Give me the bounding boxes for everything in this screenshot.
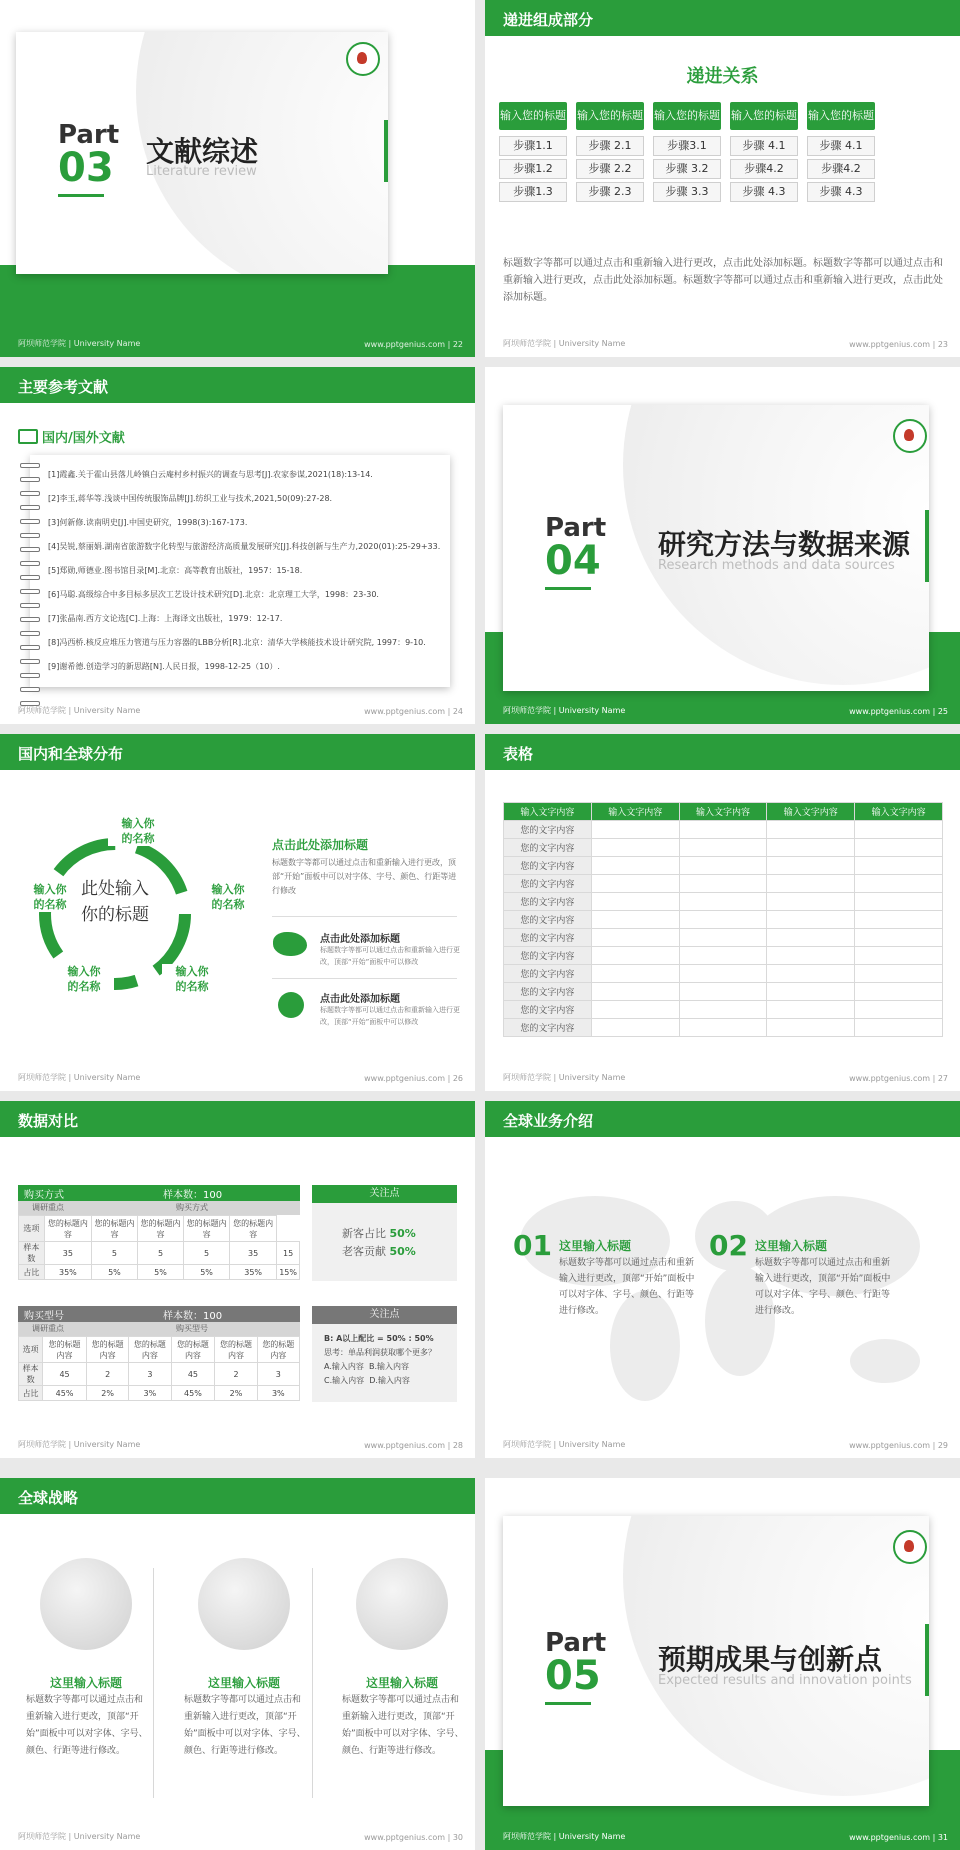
slide-22: Part 03 文献综述 Literature review 阿坝师范学院 | University Name www.pptgenius.com | 22 (0, 0, 475, 357)
step-box: 步骤4.2 (807, 159, 875, 179)
slide-header: 国内和全球分布 (0, 734, 475, 770)
part-number: 03 (58, 145, 114, 191)
footer-university: 阿坝师范学院 | University Name (503, 1073, 626, 1082)
notebook-ring (20, 659, 40, 664)
table-cell: 样本数 (19, 1363, 43, 1386)
table-cell: 3% (129, 1386, 171, 1401)
table-cell (855, 875, 943, 893)
heading: 递进关系 (686, 66, 759, 87)
table-cell (855, 821, 943, 839)
table-cell: 45% (43, 1386, 87, 1401)
table-cell: 2 (215, 1363, 257, 1386)
notebook-ring (20, 603, 40, 608)
notebook-ring (20, 547, 40, 552)
footer-url: www.pptgenius.com (849, 1074, 931, 1083)
step-box: 步骤 3.2 (653, 159, 721, 179)
slide-29: 全球业务介绍 01 这里输入标题 标题数字等都可以通过点击和重新输入进行更改，顶部“开始”面板中可以对字体、字号、颜色、行距等进行修改。 02 这里输入标题 标题数字等都可以通过点击和重新输入进行更改，顶部“开始”面板中可以对字体、字号、颜色、行距等进行修改。 阿坝师范学院 | University Name www.pptgenius.com | 29 (485, 1101, 960, 1458)
slide-30: 全球战略 这里输入标题 标题数字等都可以通过点击和重新输入进行更改，顶部“开始”面板中可以对字体、字号、颜色、行距等进行修改。 这里输入标题 标题数字等都可以通过点击和重新输入进行更改，顶部“开始”面板中可以对字体、字号、颜色、行距等进行修改。 这里输入标题 标题数字等都可以通过点击和重新输入进行更改，顶部“开始”面板中可以对字体、字号、颜色、行距等进行修改。 阿坝师范学院 | University Name www.pptgenius.com | 30 (0, 1478, 475, 1850)
step-column-title: 输入您的标题 (730, 102, 798, 130)
table-cell-label: 您的文字内容 (504, 893, 592, 911)
table-cell: 样本数 (19, 1242, 45, 1265)
cycle-center-line1: 此处输入 (81, 879, 149, 899)
table-cell: 选项 (19, 1337, 43, 1363)
table-cell: 您的标题内容 (129, 1337, 171, 1363)
k1-label1: 新客占比 (342, 1227, 386, 1240)
slide-header: 全球业务介绍 (485, 1101, 960, 1137)
main-text: 标题数字等都可以通过点击和重新输入进行更改，顶部“开始”面板中可以对字体、字号、颜色、行距等进行修改 (272, 858, 457, 895)
footer-url: www.pptgenius.com (364, 707, 446, 716)
reference-item: [8]冯西桥.核反应堆压力管道与压力容器的LBB分析[R].北京：清华大学核能技术设计研究院, 1997：9-10. (48, 638, 426, 647)
slide-28: 数据对比 购买方式 样本数：100 调研重点 购买方式 选项 您的标题内容 您的标题内容 您的标题内容 您的标题内容 您的标题内容 样本数 35 5 5 5 35 15 占比 35% 5% 5% 5% 35% 15% 购买型号 样本数：100 调研重点 购买型号 选项 您的标题内容 您的标题内容 您的标题内容 您的标题内容 您的标题内容 您的标题内容 样本数 45 2 3 45 2 3 占比 45% 2% 3% 45% 2% 3% 关注点 新客占比 50% 老客贡献 50% 关注点 B: A以上配比 = 50% : 50% 思考：单品利润获取哪个更多？ A.输入内容 B.输入内容 C.输入内容 D.输入内容 阿坝师范学院 | University Name www.pptgenius.com | 28 (0, 1101, 475, 1458)
table-cell (679, 983, 767, 1001)
footer-url: www.pptgenius.com (849, 340, 931, 349)
table-cell: 15 (277, 1242, 300, 1265)
notebook-ring (20, 589, 40, 594)
step-column-title: 输入您的标题 (499, 102, 567, 130)
notebook-ring (20, 491, 40, 496)
table-cell (767, 947, 855, 965)
reference-item: [5]郑勋,师德业.图书馆目录[M].北京：高等教育出版社，1957：15-18. (48, 566, 303, 575)
table-cell (855, 1001, 943, 1019)
table-row (19, 1337, 300, 1363)
t2-title: 购买型号 (24, 1311, 64, 1322)
step-box: 步骤1.1 (499, 136, 567, 156)
university-logo-icon (346, 42, 380, 76)
footer-university: 阿坝师范学院 | University Name (503, 339, 626, 348)
item-text: 标题数字等都可以通过点击和重新输入进行更改，顶部“开始”面板中可以对字体、字号、颜色、行距等进行修改。 (26, 1695, 148, 1756)
table-cell-label: 您的文字内容 (504, 965, 592, 983)
table-cell: 选项 (19, 1216, 45, 1242)
table-cell (855, 947, 943, 965)
table-cell (679, 821, 767, 839)
footer-university: 阿坝师范学院 | University Name (18, 1440, 141, 1449)
table-row (504, 875, 943, 893)
section-title: 研究方法与数据来源 (658, 528, 911, 561)
t1-title: 购买方式 (24, 1190, 64, 1201)
table-cell: 2% (86, 1386, 128, 1401)
t2-sample: 样本数：100 (163, 1311, 223, 1322)
slide-27: 表格 输入文字内容 输入文字内容 输入文字内容 输入文字内容 输入文字内容 您的文字内容 您的文字内容 您的文字内容 您的文字内容 您的文字内容 您的文字内容 您的文字内容 您的文字内容 您的文字内容 您的文字内容 您的文字内容 您的文字内容 阿坝师范学院 | University Name www.pptgenius.com | 27 (485, 734, 960, 1091)
cycle-label: 输入你 的名称 (54, 964, 114, 994)
step-box: 步骤 4.3 (807, 182, 875, 202)
step-box: 步骤 3.3 (653, 182, 721, 202)
table-cell (767, 857, 855, 875)
reference-item: [3]何新修.读南明史[J].中国史研究，1998(3):167-173. (48, 518, 248, 527)
table-cell (679, 839, 767, 857)
cycle-label: 输入你 的名称 (20, 882, 80, 912)
slide-header: 递进组成部分 (485, 0, 960, 36)
item-number: 01 (513, 1229, 552, 1262)
globe-icon (356, 1558, 448, 1650)
k1-value2: 50% (389, 1245, 416, 1258)
notebook-ring (20, 477, 40, 482)
table-cell-label: 您的文字内容 (504, 983, 592, 1001)
step-column-title: 输入您的标题 (653, 102, 721, 130)
table-cell-label: 您的文字内容 (504, 1019, 592, 1037)
step-box: 步骤 4.1 (730, 136, 798, 156)
page-number: 22 (452, 340, 463, 349)
item-title: 这里输入标题 (49, 1676, 122, 1690)
cycle-label: 输入你 的名称 (198, 882, 258, 912)
table-cell (767, 911, 855, 929)
table-header: 输入文字内容 (855, 803, 943, 821)
table-cell: 2% (215, 1386, 257, 1401)
table-row (19, 1265, 300, 1280)
university-logo-icon (893, 419, 927, 453)
table-cell-label: 您的文字内容 (504, 929, 592, 947)
table-cell: 您的标题内容 (43, 1337, 87, 1363)
table-cell (591, 839, 679, 857)
section-title: 文献综述 (146, 135, 259, 168)
section-subtitle: Research methods and data sources (658, 558, 895, 573)
table-cell: 5 (137, 1242, 183, 1265)
table-cell: 您的标题内容 (171, 1337, 215, 1363)
footer-url: www.pptgenius.com (364, 1074, 446, 1083)
table-cell (679, 857, 767, 875)
table-cell (767, 875, 855, 893)
t1-table (18, 1215, 300, 1280)
page-number: 29 (937, 1441, 948, 1450)
table-cell: 5 (91, 1242, 137, 1265)
table-cell: 您的标题内容 (91, 1216, 137, 1242)
page-number: 27 (937, 1074, 948, 1083)
table-cell: 您的标题内容 (184, 1216, 230, 1242)
t1-sample: 样本数：100 (163, 1190, 223, 1201)
slide-header: 全球战略 (0, 1478, 475, 1514)
table-cell (591, 875, 679, 893)
table-cell: 45 (171, 1363, 215, 1386)
subheading: 国内/国外文献 (42, 431, 125, 446)
reference-item: [1]霞鑫.关于霍山县落儿岭镇白云庵村乡村振兴的调查与思考[J].农家参谋,2021(18):13-14. (48, 470, 373, 479)
table-cell: 您的标题内容 (257, 1337, 299, 1363)
step-box: 步骤 4.1 (807, 136, 875, 156)
notebook-ring (20, 687, 40, 692)
step-box: 步骤3.1 (653, 136, 721, 156)
table-cell: 35 (44, 1242, 91, 1265)
table-cell: 您的标题内容 (137, 1216, 183, 1242)
k2-title: 关注点 (312, 1306, 457, 1324)
table-row (19, 1363, 300, 1386)
notebook-ring (20, 505, 40, 510)
footer-url: www.pptgenius.com (364, 1441, 446, 1450)
table-cell (855, 839, 943, 857)
table-cell (767, 839, 855, 857)
step-box: 步骤 2.2 (576, 159, 644, 179)
table-cell (591, 911, 679, 929)
item1-title: 点击此处添加标题 (320, 934, 400, 945)
body-text: 标题数字等都可以通过点击和重新输入进行更改，点击此处添加标题。标题数字等都可以通过点击和重新输入进行更改，点击此处添加标题。标题数字等都可以通过点击和重新输入进行更改，点击此处添加标题。 (503, 258, 943, 303)
section-subtitle: Literature review (146, 164, 257, 179)
section-subtitle: Expected results and innovation points (658, 1673, 912, 1688)
table-cell (767, 1001, 855, 1019)
page-number: 26 (452, 1074, 463, 1083)
table-cell-label: 您的文字内容 (504, 839, 592, 857)
table-cell: 3 (129, 1363, 171, 1386)
table-row (19, 1386, 300, 1401)
step-column-title: 输入您的标题 (807, 102, 875, 130)
book-icon (18, 429, 38, 444)
table-cell (591, 893, 679, 911)
table-cell: 您的标题内容 (44, 1216, 91, 1242)
table-cell (591, 947, 679, 965)
item1-text: 标题数字等都可以通过点击和重新输入进行更改，顶部“开始”面板中可以修改 (320, 946, 460, 966)
notebook-ring (20, 645, 40, 650)
table-row (504, 857, 943, 875)
table-cell (591, 929, 679, 947)
table-cell: 5 (184, 1242, 230, 1265)
footer-university: 阿坝师范学院 | University Name (18, 1073, 141, 1082)
table-cell (855, 1019, 943, 1037)
t1-sub-right: 购买方式 (176, 1203, 208, 1212)
item-title: 这里输入标题 (559, 1239, 632, 1253)
slide-23: 递进组成部分 递进关系 输入您的标题 步骤1.1 步骤1.2 步骤1.3 输入您的标题 步骤 2.1 步骤 2.2 步骤 2.3 输入您的标题 步骤3.1 步骤 3.2 步骤 3.3 输入您的标题 步骤 4.1 步骤4.2 步骤 4.3 输入您的标题 步骤 4.1 步骤4.2 步骤 4.3 标题数字等都可以通过点击和重新输入进行更改，点击此处添加标题。标题数字等都可以通过点击和重新输入进行更改，点击此处添加标题。标题数字等都可以通过点击和重新输入进行更改，点击此处添加标题。 阿坝师范学院 | University Name www.pptgenius.com | 23 (485, 0, 960, 357)
k2-opt3: C.输入内容 (324, 1376, 365, 1385)
item2-title: 点击此处添加标题 (320, 994, 400, 1005)
notebook-ring (20, 673, 40, 678)
notebook-ring (20, 463, 40, 468)
table-row (504, 839, 943, 857)
page-number: 28 (452, 1441, 463, 1450)
table-row (504, 983, 943, 1001)
table-row (19, 1242, 300, 1265)
title-card (16, 32, 388, 274)
step-box: 步骤 4.3 (730, 182, 798, 202)
item-text: 标题数字等都可以通过点击和重新输入进行更改，顶部“开始”面板中可以对字体、字号、颜色、行距等进行修改。 (184, 1695, 306, 1756)
table-row (504, 1019, 943, 1037)
page-number: 25 (937, 707, 948, 716)
table-cell-label: 您的文字内容 (504, 1001, 592, 1019)
part-word: Part (545, 1628, 607, 1658)
reference-item: [9]谢希德.创造学习的新思路[N].人民日报，1998-12-25（10）. (48, 662, 280, 671)
page-number: 24 (452, 707, 463, 716)
table-cell: 您的标题内容 (86, 1337, 128, 1363)
globe-icon (198, 1558, 290, 1650)
item-text: 标题数字等都可以通过点击和重新输入进行更改，顶部“开始”面板中可以对字体、字号、颜色、行距等进行修改。 (559, 1258, 695, 1316)
table-row (19, 1216, 300, 1242)
item2-text: 标题数字等都可以通过点击和重新输入进行更改，顶部“开始”面板中可以修改 (320, 1006, 460, 1026)
cycle-center-line2: 你的标题 (81, 905, 149, 925)
notebook-ring (20, 519, 40, 524)
part-word: Part (58, 120, 120, 150)
table-cell (855, 893, 943, 911)
page-number: 31 (937, 1833, 948, 1842)
page-number: 30 (452, 1833, 463, 1842)
table-cell: 您的标题内容 (215, 1337, 257, 1363)
table-cell: 35% (230, 1265, 277, 1280)
notebook-ring (20, 617, 40, 622)
table-cell (679, 1019, 767, 1037)
k1-title: 关注点 (312, 1185, 457, 1203)
table-cell-label: 您的文字内容 (504, 947, 592, 965)
k2-opt4: D.输入内容 (369, 1376, 410, 1385)
k1-label2: 老客贡献 (342, 1245, 386, 1258)
slide-header: 主要参考文献 (0, 367, 475, 403)
reference-item: [6]马聪.高级综合中多目标多层次工艺设计技术研究[D].北京：北京理工大学，1998：23-30. (48, 590, 379, 599)
table-cell (591, 1001, 679, 1019)
step-box: 步骤1.3 (499, 182, 567, 202)
table-cell (679, 911, 767, 929)
table-cell: 15% (277, 1265, 300, 1280)
table-cell: 5% (137, 1265, 183, 1280)
table-cell: 45 (43, 1363, 87, 1386)
table-cell (679, 965, 767, 983)
china-map-icon (273, 932, 307, 956)
table-row (504, 893, 943, 911)
item-title: 这里输入标题 (755, 1239, 828, 1253)
reference-item: [4]吴锐,蔡丽娟.湖南省旅游数字化转型与旅游经济高质量发展研究[J].科技创新与生产力,2020(01):25-29+33. (48, 542, 441, 551)
footer-url: www.pptgenius.com (849, 1441, 931, 1450)
step-column-title: 输入您的标题 (576, 102, 644, 130)
item-text: 标题数字等都可以通过点击和重新输入进行更改，顶部“开始”面板中可以对字体、字号、颜色、行距等进行修改。 (755, 1258, 891, 1316)
reference-notebook (30, 455, 450, 687)
table-cell: 占比 (19, 1265, 45, 1280)
table-cell (767, 929, 855, 947)
table-row (504, 911, 943, 929)
table-cell (767, 821, 855, 839)
table-cell: 5% (91, 1265, 137, 1280)
table-cell: 3% (257, 1386, 299, 1401)
table-cell: 2 (86, 1363, 128, 1386)
k2-line2: 思考：单品利润获取哪个更多？ (324, 1348, 436, 1357)
k2-opt2: B.输入内容 (368, 1362, 409, 1371)
table-cell-label: 您的文字内容 (504, 821, 592, 839)
t2-sub-right: 购买型号 (176, 1324, 208, 1333)
reference-item: [7]张晶南.西方文论选[C].上海：上海译文出版社，1979：12-17. (48, 614, 283, 623)
table-header: 输入文字内容 (679, 803, 767, 821)
notebook-ring (20, 575, 40, 580)
reference-item: [2]李玉,蒋华等.浅谈中国传统服饰品牌[J].纺织工业与技术,2021,50(09):27-28. (48, 494, 333, 503)
slide-header: 数据对比 (0, 1101, 475, 1137)
table-cell (767, 893, 855, 911)
title-card (503, 1516, 929, 1806)
table-cell-label: 您的文字内容 (504, 911, 592, 929)
main-title: 点击此处添加标题 (272, 838, 369, 852)
table-row (504, 947, 943, 965)
footer-university: 阿坝师范学院 | University Name (18, 1832, 141, 1841)
table-cell: 您的标题内容 (230, 1216, 277, 1242)
part-word: Part (545, 513, 607, 543)
part-number: 04 (545, 538, 601, 584)
step-box: 步骤 2.1 (576, 136, 644, 156)
step-box: 步骤1.2 (499, 159, 567, 179)
table-cell: 35% (44, 1265, 91, 1280)
step-box: 步骤 2.3 (576, 182, 644, 202)
k2-opt1: A.输入内容 (324, 1362, 364, 1371)
step-box: 步骤4.2 (730, 159, 798, 179)
title-card (503, 405, 929, 691)
part-number: 05 (545, 1653, 601, 1699)
table-cell (855, 983, 943, 1001)
table-row (504, 929, 943, 947)
footer-url: www.pptgenius.com (364, 340, 446, 349)
table-cell (591, 857, 679, 875)
t1-sub-left: 调研重点 (32, 1203, 64, 1212)
t2-sub-left: 调研重点 (32, 1324, 64, 1333)
footer-university: 阿坝师范学院 | University Name (18, 339, 141, 348)
item-title: 这里输入标题 (207, 1676, 280, 1690)
footer-university: 阿坝师范学院 | University Name (503, 706, 626, 715)
table-cell (679, 875, 767, 893)
table-cell (679, 929, 767, 947)
table-cell (591, 965, 679, 983)
notebook-ring (20, 631, 40, 636)
footer-university: 阿坝师范学院 | University Name (18, 706, 141, 715)
notebook-ring (20, 533, 40, 538)
table-cell: 占比 (19, 1386, 43, 1401)
table-cell (855, 857, 943, 875)
table-cell (591, 1019, 679, 1037)
cycle-label: 输入你 的名称 (162, 964, 222, 994)
university-logo-icon (893, 1530, 927, 1564)
table-cell (855, 965, 943, 983)
table-cell-label: 您的文字内容 (504, 875, 592, 893)
footer-url: www.pptgenius.com (849, 1833, 931, 1842)
table-cell (591, 821, 679, 839)
section-title: 预期成果与创新点 (658, 1643, 883, 1676)
notebook-ring (20, 561, 40, 566)
table-cell (767, 983, 855, 1001)
slide-25: Part 04 研究方法与数据来源 Research methods and data sources 阿坝师范学院 | University Name www.pptgenius.com | 25 (485, 367, 960, 724)
table-cell (767, 1019, 855, 1037)
k2-line1: B: A以上配比 = 50% : 50% (324, 1334, 434, 1343)
table-cell (679, 1001, 767, 1019)
slide-24: 主要参考文献 国内/国外文献 [1]霞鑫.关于霍山县落儿岭镇白云庵村乡村振兴的调查与思考[J].农家参谋,2021(18):13-14. [2]李玉,蒋华等.浅谈中国传统服饰品牌[J].纺织工业与技术,2021,50(09):27-28. [3]何新修.读南明史[J].中国史研究，1998(3):167-173. [4]吴锐,蔡丽娟.湖南省旅游数字化转型与旅游经济高质量发展研究[J].科技创新与生产力,2020(01):25-29+33. [5]郑勋,师德业.图书馆目录[M].北京：高等教育出版社，1957：15-18. [6]马聪.高级综合中多目标多层次工艺设计技术研究[D].北京：北京理工大学，1998：23-30. [7]张晶南.西方文论选[C].上海：上海译文出版社，1979：12-17. [8]冯西桥.核反应堆压力管道与压力容器的LBB分析[R].北京：清华大学核能技术设计研究院, 1997：9-10. [9]谢希德.创造学习的新思路[N].人民日报，1998-12-25（10）. 阿坝师范学院 | University Name www.pptgenius.com | 24 (0, 367, 475, 724)
k1-value1: 50% (389, 1227, 416, 1240)
footer-url: www.pptgenius.com (849, 707, 931, 716)
table-cell (855, 911, 943, 929)
footer-university: 阿坝师范学院 | University Name (503, 1832, 626, 1841)
table-header: 输入文字内容 (767, 803, 855, 821)
table-cell (679, 893, 767, 911)
slide-26: 国内和全球分布 此处输入 你的标题 输入你 的名称 输入你 的名称 输入你 的名称 输入你 的名称 输入你 的名称 点击此处添加标题 标题数字等都可以通过点击和重新输入进行更改，顶部“开始”面板中可以对字体、字号、颜色、行距等进行修改 点击此处添加标题 标题数字等都可以通过点击和重新输入进行更改，顶部“开始”面板中可以修改 点击此处添加标题 标题数字等都可以通过点击和重新输入进行更改，顶部“开始”面板中可以修改 阿坝师范学院 | University Name www.pptgenius.com | 26 (0, 734, 475, 1091)
table-cell (767, 965, 855, 983)
table-cell (591, 983, 679, 1001)
table-cell: 45% (171, 1386, 215, 1401)
table-cell (855, 929, 943, 947)
cycle-label: 输入你 的名称 (108, 816, 168, 846)
table-cell: 3 (257, 1363, 299, 1386)
t2-table (18, 1336, 300, 1401)
item-number: 02 (709, 1229, 748, 1262)
item-text: 标题数字等都可以通过点击和重新输入进行更改，顶部“开始”面板中可以对字体、字号、颜色、行距等进行修改。 (342, 1695, 464, 1756)
table-header: 输入文字内容 (504, 803, 592, 821)
table-row (504, 965, 943, 983)
slide-31: Part 05 预期成果与创新点 Expected results and innovation points 阿坝师范学院 | University Name www.pptgenius.com | 31 (485, 1478, 960, 1850)
table-row (504, 821, 943, 839)
footer-url: www.pptgenius.com (364, 1833, 446, 1842)
table-cell: 35 (230, 1242, 277, 1265)
table-cell: 5% (184, 1265, 230, 1280)
table-row (504, 1001, 943, 1019)
table-header: 输入文字内容 (591, 803, 679, 821)
globe-icon (40, 1558, 132, 1650)
item-title: 这里输入标题 (365, 1676, 438, 1690)
data-table (503, 802, 943, 1037)
footer-university: 阿坝师范学院 | University Name (503, 1440, 626, 1449)
slide-header: 表格 (485, 734, 960, 770)
globe-icon (278, 992, 304, 1018)
page-number: 23 (937, 340, 948, 349)
table-cell-label: 您的文字内容 (504, 857, 592, 875)
table-cell (679, 947, 767, 965)
